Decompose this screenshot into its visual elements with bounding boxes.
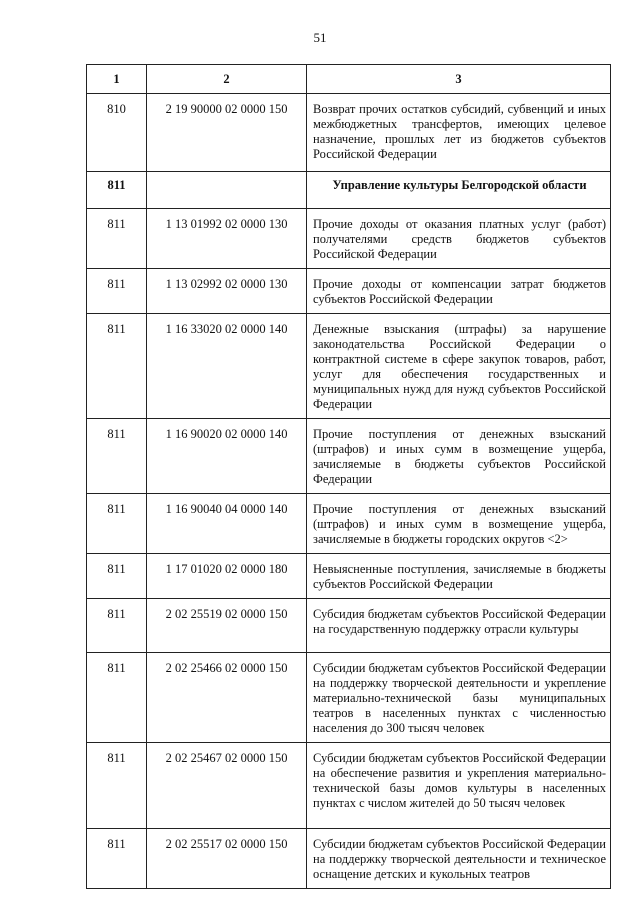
admin-code-cell: 811 [87,314,147,419]
admin-code-cell: 811 [87,829,147,889]
revenue-name-cell: Субсидия бюджетам субъектов Российской Федерации на государственную поддержку отрасли культуры [307,599,611,653]
budget-code-cell: 1 17 01020 02 0000 180 [147,554,307,599]
table-row [87,554,611,599]
budget-code-cell [147,172,307,209]
table-row [87,94,611,172]
revenue-name-cell: Управление культуры Белгородской области [307,172,611,209]
revenue-name-cell: Прочие доходы от оказания платных услуг (работ) получателями средств бюджетов субъектов Российской Федерации [307,209,611,269]
header-col-1: 1 [87,65,147,94]
budget-code-cell: 1 16 33020 02 0000 140 [147,314,307,419]
admin-code-cell: 811 [87,494,147,554]
table-row [87,599,611,653]
budget-code-cell: 2 19 90000 02 0000 150 [147,94,307,172]
revenue-name-cell: Прочие поступления от денежных взысканий (штрафов) и иных сумм в возмещение ущерба, зачисляемые в бюджеты субъектов Российской Федерации [307,419,611,494]
budget-code-cell: 2 02 25517 02 0000 150 [147,829,307,889]
table-row [87,209,611,269]
admin-code-cell: 811 [87,743,147,829]
revenue-name-cell: Прочие поступления от денежных взысканий (штрафов) и иных сумм в возмещение ущерба, зачисляемые в бюджеты городских округов <2> [307,494,611,554]
section-row [87,172,611,209]
header-col-2: 2 [147,65,307,94]
revenue-name-cell: Субсидии бюджетам субъектов Российской Федерации на обеспечение развития и укрепления материально-технической базы домов культуры в населенных пунктах с числом жителей до 50 тысяч человек [307,743,611,829]
admin-code-cell: 811 [87,269,147,314]
revenue-name-cell: Невыясненные поступления, зачисляемые в бюджеты субъектов Российской Федерации [307,554,611,599]
budget-code-cell: 2 02 25467 02 0000 150 [147,743,307,829]
table-row [87,314,611,419]
page-number: 51 [313,30,327,45]
admin-code-cell: 810 [87,94,147,172]
budget-code-cell: 1 16 90020 02 0000 140 [147,419,307,494]
table-row [87,419,611,494]
table-row [87,269,611,314]
table-header-row [87,65,611,94]
header-col-3: 3 [307,65,611,94]
budget-code-cell: 1 13 02992 02 0000 130 [147,269,307,314]
table-row [87,653,611,743]
admin-code-cell: 811 [87,554,147,599]
revenue-name-cell: Прочие доходы от компенсации затрат бюджетов субъектов Российской Федерации [307,269,611,314]
budget-code-cell: 2 02 25519 02 0000 150 [147,599,307,653]
budget-code-cell: 2 02 25466 02 0000 150 [147,653,307,743]
revenue-name-cell: Субсидии бюджетам субъектов Российской Федерации на поддержку творческой деятельности и укрепление материально-технической базы муниципальных театров в населенных пунктах с численностью населения до 300 тысяч человек [307,653,611,743]
table-row [87,829,611,889]
table-row [87,743,611,829]
admin-code-cell: 811 [87,209,147,269]
revenue-name-cell: Денежные взыскания (штрафы) за нарушение законодательства Российской Федерации о контрактной системе в сфере закупок товаров, работ, услуг для обеспечения государственных и муниципальных нужд для нужд субъектов Российской Федерации [307,314,611,419]
admin-code-cell: 811 [87,419,147,494]
budget-codes-table [86,64,611,889]
budget-code-cell: 1 13 01992 02 0000 130 [147,209,307,269]
budget-code-cell: 1 16 90040 04 0000 140 [147,494,307,554]
admin-code-cell: 811 [87,172,147,209]
revenue-name-cell: Субсидии бюджетам субъектов Российской Федерации на поддержку творческой деятельности и техническое оснащение детских и кукольных театров [307,829,611,889]
table-row [87,494,611,554]
admin-code-cell: 811 [87,653,147,743]
revenue-name-cell: Возврат прочих остатков субсидий, субвенций и иных межбюджетных трансфертов, имеющих целевое назначение, прошлых лет из бюджетов субъектов Российской Федерации [307,94,611,172]
admin-code-cell: 811 [87,599,147,653]
